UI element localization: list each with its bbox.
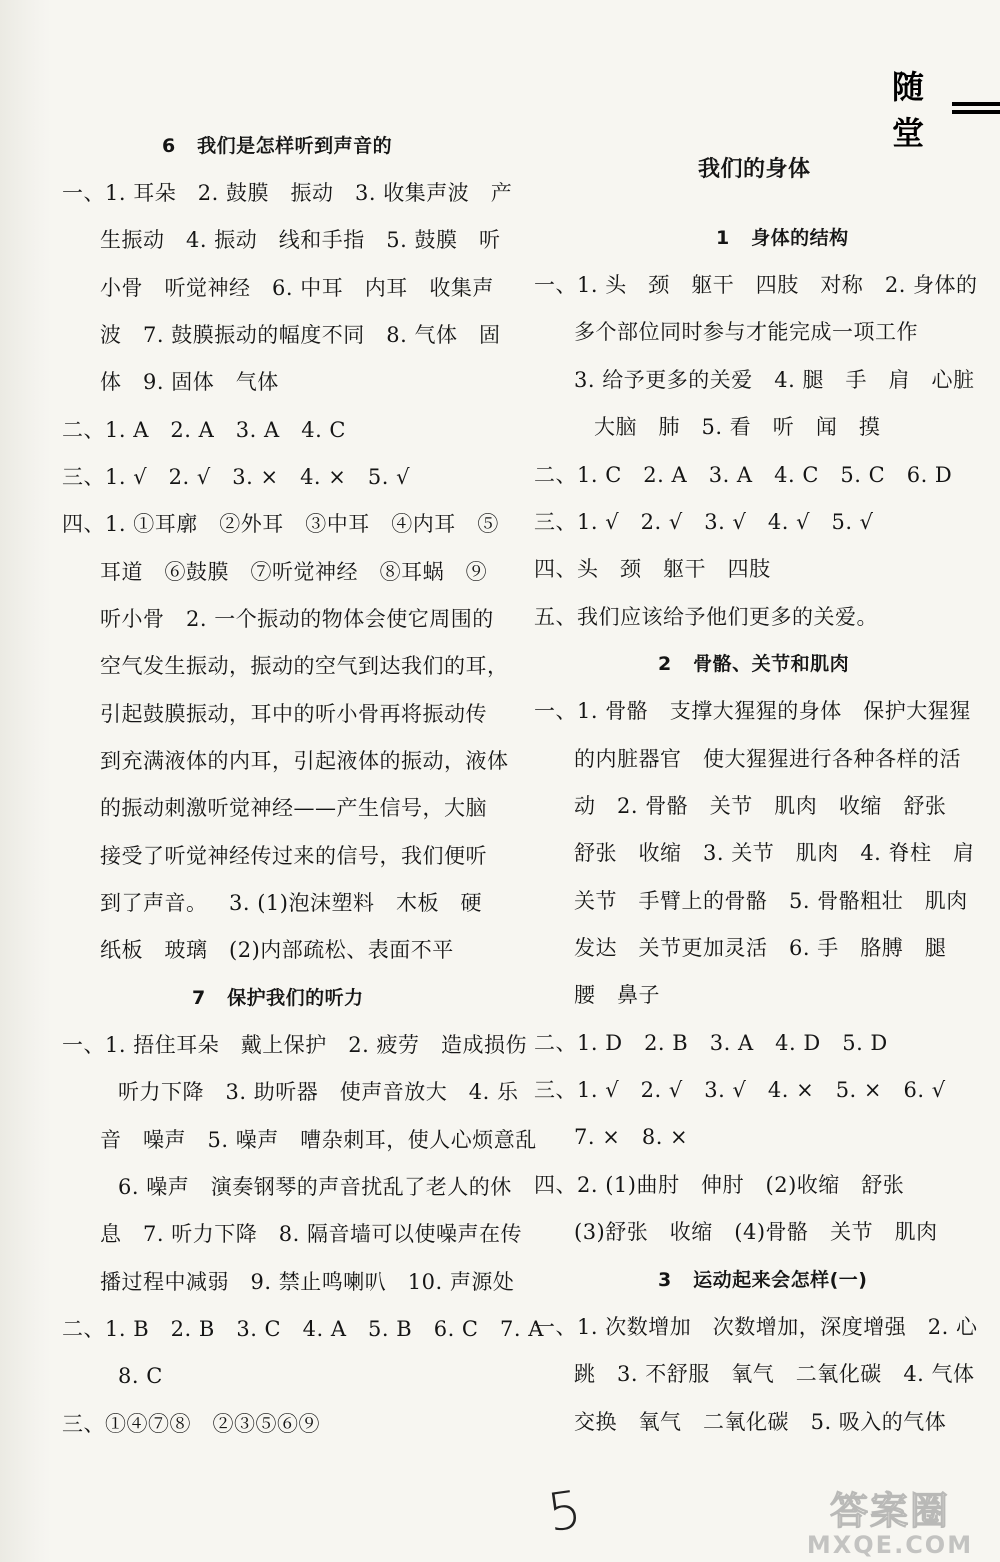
- answer-line: 一、1. 耳朵 2. 鼓膜 振动 3. 收集声波 产: [62, 181, 513, 205]
- answer-line: 播过程中减弱 9. 禁止鸣喇叭 10. 声源处: [100, 1270, 515, 1294]
- answer-line: 到了声音。 3. (1)泡沫塑料 木板 硬: [100, 891, 483, 915]
- answer-line: 接受了听觉神经传过来的信号，我们便听: [100, 844, 487, 868]
- answer-line: 的内脏器官 使大猩猩进行各种各样的活: [574, 747, 962, 771]
- answer-line: 体 9. 固体 气体: [100, 370, 279, 394]
- answer-line: 四、2. (1)曲肘 伸肘 (2)收缩 舒张: [534, 1173, 905, 1197]
- section-heading-1: 1 身体的结构: [716, 227, 849, 249]
- answer-line: 大脑 肺 5. 看 听 闻 摸: [594, 415, 881, 439]
- watermark: [790, 1480, 990, 1558]
- answer-line: 二、1. A 2. A 3. A 4. C: [62, 418, 346, 442]
- section-heading-3: 3 运动起来会怎样(一): [658, 1269, 868, 1291]
- answer-line: 二、1. D 2. B 3. A 4. D 5. D: [534, 1031, 888, 1055]
- section-heading-2: 2 骨骼、关节和肌肉: [658, 653, 850, 675]
- answer-line: 音 噪声 5. 噪声 嘈杂刺耳，使人心烦意乱: [100, 1128, 537, 1152]
- answer-line: 交换 氧气 二氧化碳 5. 吸入的气体: [574, 1410, 947, 1434]
- answer-line: 引起鼓膜振动，耳中的听小骨再将振动传: [100, 702, 487, 726]
- answer-line: 四、头 颈 躯干 四肢: [534, 557, 771, 581]
- answer-line: 跳 3. 不舒服 氧气 二氧化碳 4. 气体: [574, 1362, 975, 1386]
- answer-line: 7. × 8. ×: [574, 1125, 689, 1149]
- answer-line: 二、1. C 2. A 3. A 4. C 5. C 6. D: [534, 463, 953, 487]
- answer-line: 空气发生振动，振动的空气到达我们的耳，: [100, 654, 509, 678]
- answer-line: 一、1. 骨骼 支撑大猩猩的身体 保护大猩猩: [534, 699, 971, 723]
- watermark-logo-text: 答案圈: [829, 1489, 950, 1533]
- answer-line: 纸板 玻璃 (2)内部疏松、表面不平: [100, 938, 454, 962]
- answer-line: 三、1. √ 2. √ 3. √ 4. √ 5. √: [534, 510, 874, 534]
- answer-line: 舒张 收缩 3. 关节 肌肉 4. 脊柱 肩: [574, 841, 975, 865]
- brand-bars: [952, 102, 1000, 114]
- answer-line: 3. 给予更多的关爱 4. 腿 手 肩 心脏: [574, 368, 975, 392]
- answer-line: 三、1. √ 2. √ 3. √ 4. × 5. × 6. √: [534, 1078, 946, 1102]
- answer-line: 8. C: [118, 1364, 163, 1388]
- answer-line: 五、我们应该给予他们更多的关爱。: [534, 605, 878, 629]
- answer-line: 小骨 听觉神经 6. 中耳 内耳 收集声: [100, 276, 494, 300]
- binding-margin: [0, 0, 52, 1562]
- answer-line: 一、1. 次数增加 次数增加，深度增强 2. 心: [534, 1315, 978, 1339]
- section-heading-7: 7 保护我们的听力: [192, 987, 364, 1009]
- answer-line: 到充满液体的内耳，引起液体的振动，液体: [100, 749, 509, 773]
- brand-text: 随堂: [892, 68, 923, 152]
- answer-line: 听力下降 3. 助听器 使声音放大 4. 乐: [118, 1080, 519, 1104]
- section-heading-6: 6 我们是怎样听到声音的: [162, 135, 393, 157]
- answer-line: 关节 手臂上的骨骼 5. 骨骼粗壮 肌肉: [574, 889, 968, 913]
- answer-line: 一、1. 捂住耳朵 戴上保护 2. 疲劳 造成损伤: [62, 1033, 527, 1057]
- answer-line: 耳道 ⑥鼓膜 ⑦听觉神经 ⑧耳蜗 ⑨: [100, 560, 488, 584]
- answer-line: 四、1. ①耳廓 ②外耳 ③中耳 ④内耳 ⑤: [62, 512, 499, 536]
- answer-line: 三、①④⑦⑧ ②③⑤⑥⑨: [62, 1412, 321, 1436]
- answer-line: 6. 噪声 演奏钢琴的声音扰乱了老人的休: [118, 1175, 512, 1199]
- answer-line: 腰 鼻子: [574, 983, 661, 1007]
- answer-line: 动 2. 骨骼 关节 肌肉 收缩 舒张: [574, 794, 947, 818]
- page-number: 5: [543, 1479, 586, 1545]
- answer-line: 听小骨 2. 一个振动的物体会使它周围的: [100, 607, 494, 631]
- answer-line: 生振动 4. 振动 线和手指 5. 鼓膜 听: [100, 228, 501, 252]
- watermark-url: MXQE.COM: [806, 1531, 974, 1559]
- answer-line: 息 7. 听力下降 8. 隔音墙可以使噪声在传: [100, 1222, 522, 1246]
- answer-line: 的振动刺激听觉神经——产生信号，大脑: [100, 796, 487, 820]
- brand-mark: [892, 68, 1000, 152]
- answer-line: 一、1. 头 颈 躯干 四肢 对称 2. 身体的: [534, 273, 978, 297]
- answer-line: 波 7. 鼓膜振动的幅度不同 8. 气体 固: [100, 323, 501, 347]
- answer-line: 二、1. B 2. B 3. C 4. A 5. B 6. C 7. A: [62, 1317, 544, 1341]
- answer-line: 多个部位同时参与才能完成一项工作: [574, 320, 918, 344]
- answer-line: 三、1. √ 2. √ 3. × 4. × 5. √: [62, 465, 410, 489]
- unit-title: 我们的身体: [698, 157, 811, 182]
- answer-line: (3)舒张 收缩 (4)骨骼 关节 肌肉: [574, 1220, 938, 1244]
- answer-line: 发达 关节更加灵活 6. 手 胳膊 腿: [574, 936, 947, 960]
